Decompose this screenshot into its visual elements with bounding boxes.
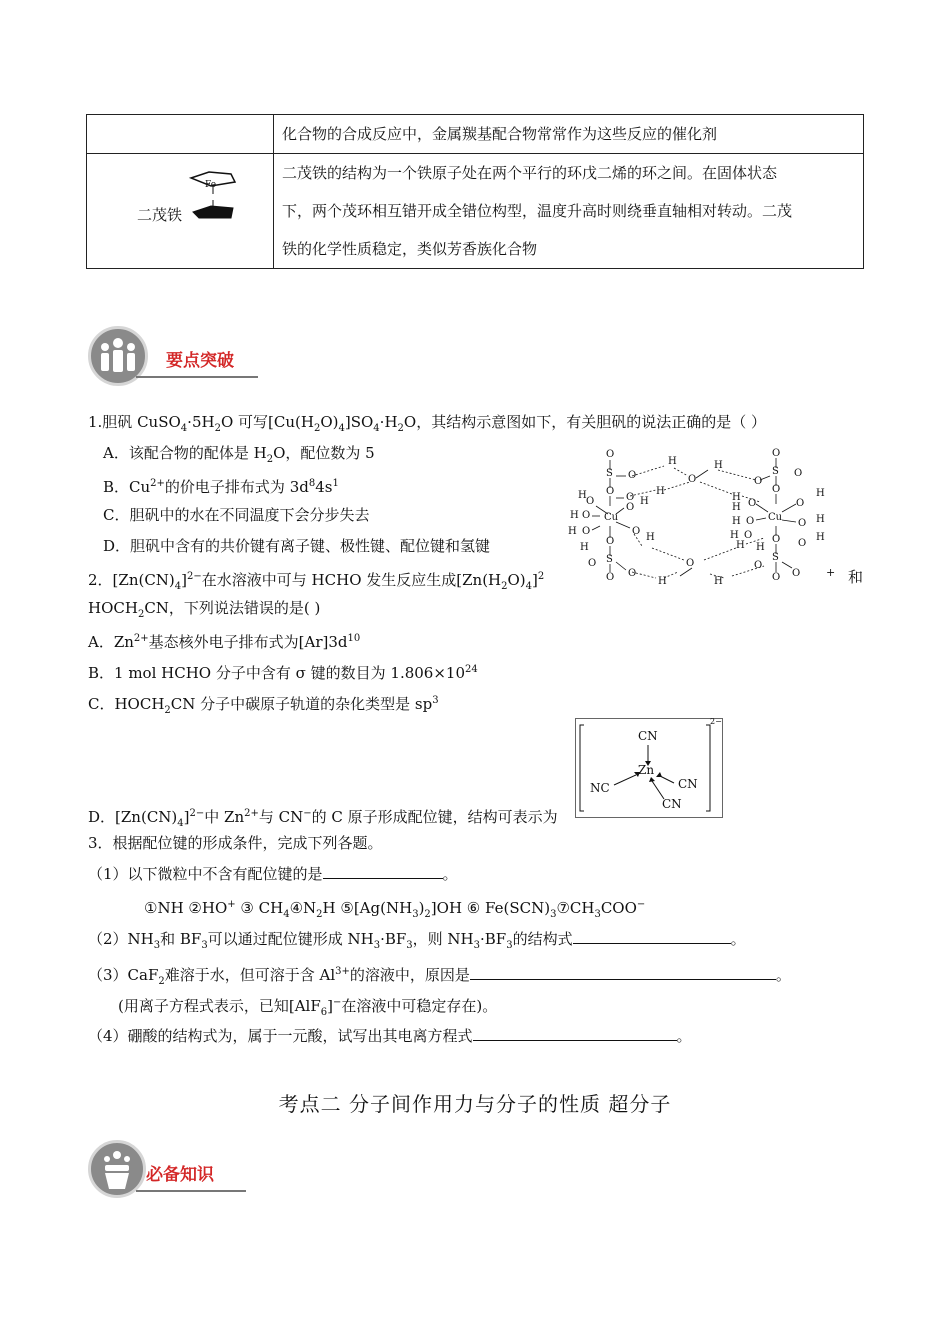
- table-cell-text: 二茂铁的结构为一个铁原子处在两个平行的环戊二烯的环之间。在固体状态 下，两个茂环相互错开成全错位构型，温度升高时则绕垂直轴相对转动。二茂 铁的化学性质稳定，类似芳香族化合物: [274, 154, 864, 269]
- question-1-stem: 1.胆矾 $CuSO_4\cdot 5H_2O$ 可写$[Cu(H_2O)_4]SO_4\cdot H_2O$，其结构示意图如下，有关胆矾的说法正确的是（ ）: [88, 413, 766, 434]
- svg-text:H: H: [816, 488, 825, 499]
- svg-text:H: H: [736, 540, 745, 551]
- copper-sulfate-structure-diagram: [560, 442, 835, 590]
- svg-text:H: H: [816, 514, 825, 525]
- banner-title: 必备知识: [146, 1165, 214, 1185]
- svg-text:H: H: [658, 576, 667, 587]
- svg-text:H: H: [732, 492, 741, 503]
- svg-text:H: H: [640, 496, 649, 507]
- svg-text:H: H: [570, 510, 579, 521]
- ferrocene-fe-label: Fe: [205, 180, 217, 190]
- answer-blank[interactable]: [323, 864, 443, 879]
- svg-text:O: O: [606, 536, 615, 547]
- section-title: 考点二 分子间作用力与分子的性质 超分子: [278, 1092, 672, 1116]
- question-2-and: 和: [848, 568, 864, 586]
- svg-text:O: O: [792, 568, 801, 579]
- svg-text:O: O: [772, 484, 781, 495]
- section-banner-key-points: [88, 326, 258, 386]
- question-3-part-2: $(2)NH_3$和 $BF_3$可以通过配位键形成 $NH_3\cdot BF_3$，则 $NH_3\cdot BF_3$的结构式 。: [88, 930, 746, 951]
- question-2-charge: +: [826, 566, 836, 579]
- svg-text:O: O: [794, 468, 803, 479]
- answer-blank[interactable]: [470, 965, 776, 980]
- svg-text:H: H: [568, 526, 577, 537]
- svg-text:H: H: [580, 542, 589, 553]
- answer-blank[interactable]: [573, 929, 731, 944]
- svg-text:O: O: [628, 568, 637, 579]
- svg-text:O: O: [686, 558, 695, 569]
- svg-text:H: H: [816, 532, 825, 543]
- svg-text:O: O: [582, 526, 591, 537]
- svg-text:S: S: [772, 466, 779, 477]
- svg-text:O: O: [748, 498, 757, 509]
- svg-text:O: O: [606, 486, 615, 497]
- svg-text:H: H: [756, 542, 765, 553]
- question-3-part-1-list: ①NH ②HO+ ③ $CH_4④N_2H$ $⑤[Ag(NH_3)_2]OH$ ⑥ $Fe(SCN)_3⑦CH_3COO^-$: [144, 899, 646, 920]
- svg-text:H: H: [668, 456, 677, 467]
- banner-title: 要点突破: [166, 351, 234, 371]
- answer-blank[interactable]: [473, 1026, 677, 1041]
- question-1-option-d: D．胆矾中含有的共价键有离子键、极性键、配位键和氢键: [103, 537, 491, 555]
- svg-text:H: H: [732, 502, 741, 513]
- zn-nc-left: NC: [590, 781, 610, 795]
- question-2-option-b: B．1 mol HCHO 分子中含有 σ 键的数目为 $1.806\times 10^{24}$: [88, 664, 478, 682]
- svg-text:O: O: [688, 474, 697, 485]
- svg-text:O: O: [606, 572, 615, 583]
- question-3-part-3: （3）CaF$_2$难溶于水，但可溶于含 $Al^{3+}$的溶液中，原因是 。: [88, 966, 791, 987]
- table-cell-text: 化合物的合成反应中，金属羰基配合物常常作为这些反应的催化剂: [274, 115, 864, 154]
- question-1-option-b: B．$Cu^{2+}$的价电子排布式为 $3d^84s^1$: [103, 478, 339, 496]
- svg-text:O: O: [586, 496, 595, 507]
- svg-text:O: O: [798, 518, 807, 529]
- ferrocene-structure-icon: [183, 166, 243, 226]
- question-3-part-3-note: (用离子方程式表示，已知[AlF$_6$]−在溶液中可稳定存在)。: [118, 997, 498, 1018]
- svg-text:Cu: Cu: [768, 512, 783, 523]
- svg-text:O: O: [754, 560, 763, 571]
- zn-cn-bottom: CN: [662, 797, 682, 811]
- svg-text:O: O: [582, 510, 591, 521]
- ferrocene-label: 二茂铁: [137, 206, 183, 224]
- svg-text:H: H: [732, 516, 741, 527]
- question-1-option-a: A．该配合物的配体是 $H_2O$，配位数为 5: [103, 444, 375, 465]
- svg-text:O: O: [754, 476, 763, 487]
- svg-text:S: S: [606, 468, 613, 479]
- svg-text:O: O: [798, 538, 807, 549]
- svg-text:Cu: Cu: [604, 512, 619, 523]
- question-3-part-1: （1）以下微粒中不含有配位键的是 。: [88, 865, 458, 883]
- svg-text:O: O: [628, 470, 637, 481]
- svg-text:O: O: [744, 530, 753, 541]
- section-banner-essential-knowledge: [88, 1140, 258, 1202]
- svg-text:O: O: [626, 492, 635, 503]
- svg-text:O: O: [772, 572, 781, 583]
- svg-text:H: H: [578, 490, 587, 501]
- svg-text:H: H: [730, 530, 739, 541]
- question-3-stem: 3．根据配位键的形成条件，完成下列各题。: [88, 834, 383, 852]
- zn-cn-right: CN: [678, 777, 698, 791]
- table-cell-empty: [87, 115, 274, 154]
- zn-center: Zn: [638, 763, 655, 777]
- question-2-option-d: D．$[Zn(CN)_4]^{2-}$中 $Zn^{2+}$与 CN−的 C 原子形成配位键，结构可表示为: [88, 808, 558, 829]
- svg-text:H: H: [656, 486, 665, 497]
- question-3-part-4: （4）硼酸的结构式为，属于一元酸，试写出其电离方程式 。: [88, 1027, 692, 1045]
- svg-text:H: H: [646, 532, 655, 543]
- zn-charge: 2−: [710, 717, 722, 726]
- svg-text:O: O: [632, 526, 641, 537]
- svg-text:O: O: [772, 534, 781, 545]
- svg-text:S: S: [606, 554, 613, 565]
- svg-text:O: O: [606, 449, 615, 460]
- svg-text:S: S: [772, 552, 779, 563]
- question-2-option-c: C．$HOCH_2CN$ 分子中碳原子轨道的杂化类型是 $sp^3$: [88, 695, 439, 716]
- svg-text:O: O: [626, 502, 635, 513]
- svg-text:O: O: [796, 498, 805, 509]
- svg-text:O: O: [746, 516, 755, 527]
- question-2-stem-line2: $HOCH_2CN$，下列说法错误的是( ): [88, 599, 321, 620]
- info-table: [86, 114, 864, 269]
- svg-text:O: O: [588, 558, 597, 569]
- zn-cn-top: CN: [638, 729, 658, 743]
- svg-text:H: H: [714, 460, 723, 471]
- question-2-option-a: A．$Zn^{2+}$基态核外电子排布式为$[Ar]3d^{10}$: [88, 633, 361, 651]
- svg-text:H: H: [714, 576, 723, 587]
- question-2-stem: 2．$[Zn(CN)_4]^{2-}$在水溶液中可与 HCHO 发生反应生成$[Zn(H_2O)_4]^2$: [88, 571, 545, 592]
- zn-cyanide-structure: [575, 718, 723, 818]
- question-1-option-c: C．胆矾中的水在不同温度下会分步失去: [103, 506, 370, 524]
- table-cell-ferrocene: [87, 154, 274, 269]
- svg-text:O: O: [772, 448, 781, 459]
